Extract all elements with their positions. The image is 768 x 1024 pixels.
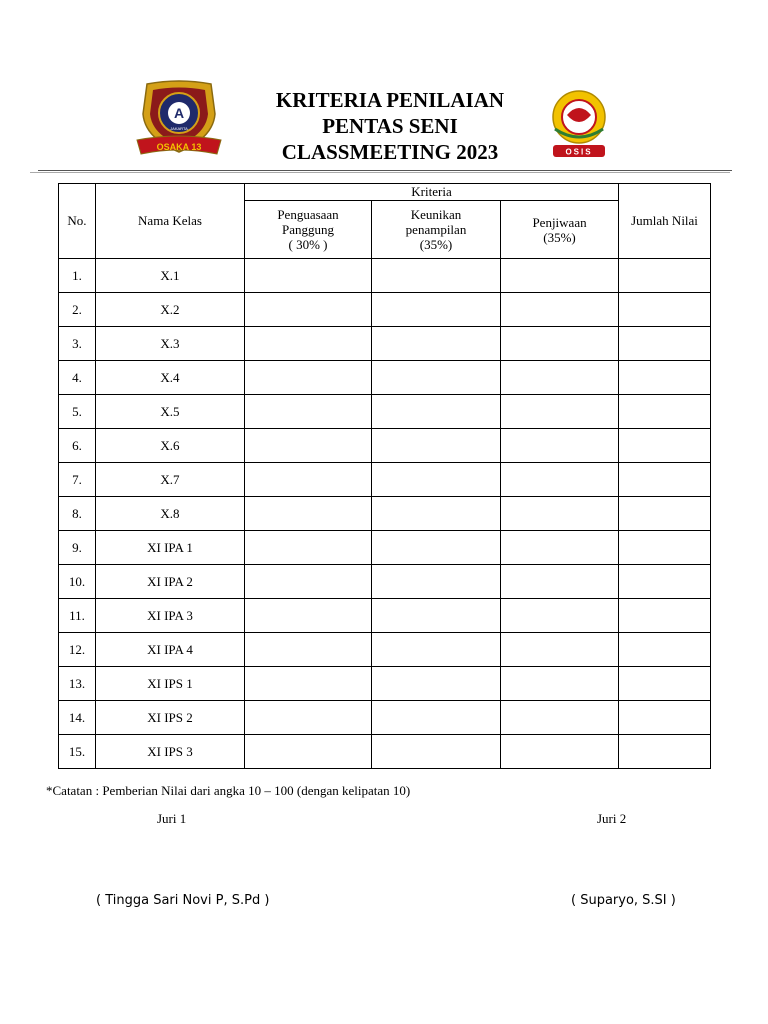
row-nama-kelas: X.2 bbox=[96, 293, 245, 327]
jumlah-nilai-cell[interactable] bbox=[619, 701, 711, 735]
score-penguasaan-cell[interactable] bbox=[245, 463, 372, 497]
jumlah-nilai-cell[interactable] bbox=[619, 259, 711, 293]
score-keunikan-cell[interactable] bbox=[372, 531, 501, 565]
row-nama-kelas: X.1 bbox=[96, 259, 245, 293]
scoring-note: *Catatan : Pemberian Nilai dari angka 10 – 100 (dengan kelipatan 10) bbox=[46, 783, 411, 798]
table-row bbox=[59, 701, 711, 735]
score-keunikan-cell[interactable] bbox=[372, 667, 501, 701]
row-no: 10. bbox=[59, 565, 96, 599]
score-penguasaan-cell[interactable] bbox=[245, 361, 372, 395]
row-nama-kelas: X.6 bbox=[96, 429, 245, 463]
score-penjiwaan-cell[interactable] bbox=[501, 429, 619, 463]
jumlah-nilai-cell[interactable] bbox=[619, 633, 711, 667]
document-title bbox=[230, 87, 550, 165]
row-no: 13. bbox=[59, 667, 96, 701]
judge-1-label: Juri 1 bbox=[157, 811, 187, 826]
header-keunikan-penampilan bbox=[372, 201, 501, 259]
crit1-line1: Penguasaan bbox=[277, 207, 339, 222]
score-penguasaan-cell[interactable] bbox=[245, 667, 372, 701]
score-penguasaan-cell[interactable] bbox=[245, 633, 372, 667]
row-no: 9. bbox=[59, 531, 96, 565]
score-penjiwaan-cell[interactable] bbox=[501, 395, 619, 429]
table-row bbox=[59, 497, 711, 531]
score-penjiwaan-cell[interactable] bbox=[501, 259, 619, 293]
title-line-2: PENTAS SENI bbox=[322, 114, 458, 138]
score-penguasaan-cell[interactable] bbox=[245, 735, 372, 769]
header-penguasaan-panggung bbox=[245, 201, 372, 259]
score-penguasaan-cell[interactable] bbox=[245, 565, 372, 599]
row-nama-kelas: XI IPA 1 bbox=[96, 531, 245, 565]
table-row bbox=[59, 735, 711, 769]
row-no: 14. bbox=[59, 701, 96, 735]
row-no: 8. bbox=[59, 497, 96, 531]
score-penguasaan-cell[interactable] bbox=[245, 293, 372, 327]
score-penguasaan-cell[interactable] bbox=[245, 531, 372, 565]
score-penjiwaan-cell[interactable] bbox=[501, 667, 619, 701]
jumlah-nilai-cell[interactable] bbox=[619, 735, 711, 769]
score-penguasaan-cell[interactable] bbox=[245, 599, 372, 633]
score-keunikan-cell[interactable] bbox=[372, 735, 501, 769]
row-nama-kelas: XI IPA 2 bbox=[96, 565, 245, 599]
score-penguasaan-cell[interactable] bbox=[245, 327, 372, 361]
score-keunikan-cell[interactable] bbox=[372, 395, 501, 429]
row-no: 5. bbox=[59, 395, 96, 429]
table-row bbox=[59, 327, 711, 361]
score-keunikan-cell[interactable] bbox=[372, 633, 501, 667]
header-jumlah-nilai: Jumlah Nilai bbox=[619, 184, 711, 259]
row-no: 1. bbox=[59, 259, 96, 293]
score-keunikan-cell[interactable] bbox=[372, 361, 501, 395]
jumlah-nilai-cell[interactable] bbox=[619, 429, 711, 463]
row-no: 15. bbox=[59, 735, 96, 769]
jumlah-nilai-cell[interactable] bbox=[619, 531, 711, 565]
jumlah-nilai-cell[interactable] bbox=[619, 565, 711, 599]
table-row bbox=[59, 293, 711, 327]
score-keunikan-cell[interactable] bbox=[372, 259, 501, 293]
table-row bbox=[59, 599, 711, 633]
judge-2-label: Juri 2 bbox=[597, 811, 627, 826]
row-no: 4. bbox=[59, 361, 96, 395]
score-keunikan-cell[interactable] bbox=[372, 565, 501, 599]
header-divider bbox=[38, 170, 732, 171]
row-no: 6. bbox=[59, 429, 96, 463]
table-row bbox=[59, 259, 711, 293]
judge-2-signature-name: ( Suparyo, S.SI ) bbox=[571, 893, 676, 908]
header-divider-shadow bbox=[30, 172, 730, 173]
score-penguasaan-cell[interactable] bbox=[245, 429, 372, 463]
jumlah-nilai-cell[interactable] bbox=[619, 293, 711, 327]
header-nama-kelas: Nama Kelas bbox=[96, 184, 245, 259]
score-penjiwaan-cell[interactable] bbox=[501, 599, 619, 633]
row-nama-kelas: XI IPS 1 bbox=[96, 667, 245, 701]
score-keunikan-cell[interactable] bbox=[372, 429, 501, 463]
score-penjiwaan-cell[interactable] bbox=[501, 735, 619, 769]
score-penguasaan-cell[interactable] bbox=[245, 395, 372, 429]
table-row bbox=[59, 531, 711, 565]
jumlah-nilai-cell[interactable] bbox=[619, 327, 711, 361]
school-crest-icon bbox=[133, 80, 225, 162]
crit2-line2: penampilan bbox=[405, 222, 467, 237]
table-row bbox=[59, 361, 711, 395]
row-nama-kelas: X.7 bbox=[96, 463, 245, 497]
table-row bbox=[59, 667, 711, 701]
score-penguasaan-cell[interactable] bbox=[245, 701, 372, 735]
jumlah-nilai-cell[interactable] bbox=[619, 463, 711, 497]
table-row bbox=[59, 565, 711, 599]
table-row bbox=[59, 463, 711, 497]
score-penjiwaan-cell[interactable] bbox=[501, 327, 619, 361]
jumlah-nilai-cell[interactable] bbox=[619, 497, 711, 531]
score-keunikan-cell[interactable] bbox=[372, 701, 501, 735]
score-table bbox=[58, 183, 711, 769]
row-nama-kelas: XI IPS 3 bbox=[96, 735, 245, 769]
row-nama-kelas: X.8 bbox=[96, 497, 245, 531]
crit3-line2: (35%) bbox=[543, 229, 576, 245]
header-no: No. bbox=[59, 184, 96, 259]
score-penjiwaan-cell[interactable] bbox=[501, 361, 619, 395]
crit1-line3: ( 30% ) bbox=[288, 237, 328, 252]
score-keunikan-cell[interactable] bbox=[372, 327, 501, 361]
score-penjiwaan-cell[interactable] bbox=[501, 701, 619, 735]
score-penjiwaan-cell[interactable] bbox=[501, 463, 619, 497]
table-row bbox=[59, 429, 711, 463]
crit2-line1: Keunikan bbox=[410, 207, 462, 222]
table-row bbox=[59, 633, 711, 667]
jumlah-nilai-cell[interactable] bbox=[619, 667, 711, 701]
title-line-1: KRITERIA PENILAIAN bbox=[275, 88, 505, 112]
score-penjiwaan-cell[interactable] bbox=[501, 531, 619, 565]
score-penjiwaan-cell[interactable] bbox=[501, 633, 619, 667]
crest-subtext: JAKARTA bbox=[170, 126, 188, 131]
row-nama-kelas: XI IPA 3 bbox=[96, 599, 245, 633]
jumlah-nilai-cell[interactable] bbox=[619, 361, 711, 395]
row-no: 11. bbox=[59, 599, 96, 633]
judge-1-signature-name: ( Tingga Sari Novi P, S.Pd ) bbox=[96, 893, 270, 908]
score-penguasaan-cell[interactable] bbox=[245, 259, 372, 293]
crest-letter: A bbox=[173, 105, 185, 121]
row-no: 3. bbox=[59, 327, 96, 361]
score-keunikan-cell[interactable] bbox=[372, 463, 501, 497]
crit3-line1: Penjiwaan bbox=[532, 214, 587, 230]
osis-banner-text: OSIS bbox=[565, 147, 593, 157]
row-nama-kelas: X.4 bbox=[96, 361, 245, 395]
osis-emblem-icon bbox=[545, 85, 613, 161]
row-nama-kelas: X.3 bbox=[96, 327, 245, 361]
score-penjiwaan-cell[interactable] bbox=[501, 497, 619, 531]
row-nama-kelas: XI IPS 2 bbox=[96, 701, 245, 735]
score-penjiwaan-cell[interactable] bbox=[501, 293, 619, 327]
title-line-3: CLASSMEETING 2023 bbox=[281, 140, 499, 164]
row-no: 12. bbox=[59, 633, 96, 667]
row-no: 7. bbox=[59, 463, 96, 497]
crit1-line2: Panggung bbox=[282, 222, 334, 237]
jumlah-nilai-cell[interactable] bbox=[619, 395, 711, 429]
score-keunikan-cell[interactable] bbox=[372, 497, 501, 531]
crit2-line3: (35%) bbox=[419, 237, 453, 252]
row-no: 2. bbox=[59, 293, 96, 327]
row-nama-kelas: X.5 bbox=[96, 395, 245, 429]
row-nama-kelas: XI IPA 4 bbox=[96, 633, 245, 667]
score-penguasaan-cell[interactable] bbox=[245, 497, 372, 531]
score-keunikan-cell[interactable] bbox=[372, 293, 501, 327]
score-keunikan-cell[interactable] bbox=[372, 599, 501, 633]
table-row bbox=[59, 395, 711, 429]
header-penjiwaan bbox=[501, 201, 619, 259]
score-penjiwaan-cell[interactable] bbox=[501, 565, 619, 599]
jumlah-nilai-cell[interactable] bbox=[619, 599, 711, 633]
header-kriteria: Kriteria bbox=[245, 184, 619, 201]
crest-banner-text: OSAKA 13 bbox=[156, 142, 202, 152]
document-header bbox=[0, 0, 768, 175]
